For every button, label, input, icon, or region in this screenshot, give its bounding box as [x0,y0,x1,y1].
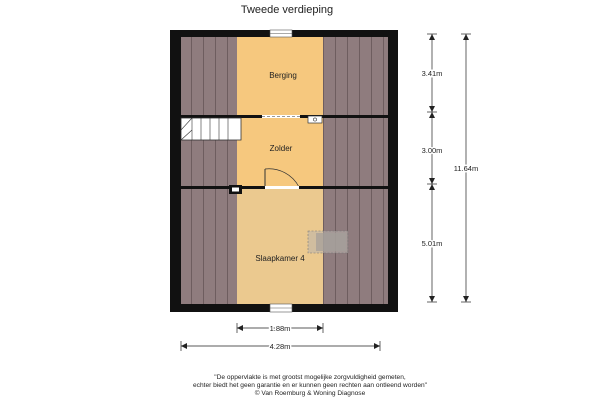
dimension-label-total-width: 4.28m [269,342,291,351]
room-label-zolder: Zolder [269,144,293,153]
disclaimer-line-3: © Van Roemburg & Woning Diagnose [254,390,366,397]
page-title: Tweede verdieping [240,4,334,16]
skylight [308,231,348,253]
staircase [181,118,241,140]
roof-slope-left-bottom [181,189,237,304]
dimension-label-slaapkamer: 5.01m [421,239,443,248]
dimension-label-inner-width: 1.88m [269,324,291,333]
disclaimer [0,374,600,398]
room-label-berging: Berging [269,71,297,80]
dimension-label-berging: 3.41m [421,69,443,78]
sink-fixture [308,116,322,123]
dimension-label-total-depth: 11.64m [453,164,479,173]
disclaimer-line-2: echter biedt het geen garantie en er kunnen geen rechten aan ontleend worden" [192,382,428,389]
dimension-label-zolder: 3.00m [421,146,443,155]
roof-slope-right-top [323,37,388,115]
room-label-slaapkamer: Slaapkamer 4 [255,254,305,263]
roof-slope-left-top [181,37,237,115]
disclaimer-line-1: "De oppervlakte is met grootst mogelijke zorgvuldigheid gemeten, [214,374,406,381]
